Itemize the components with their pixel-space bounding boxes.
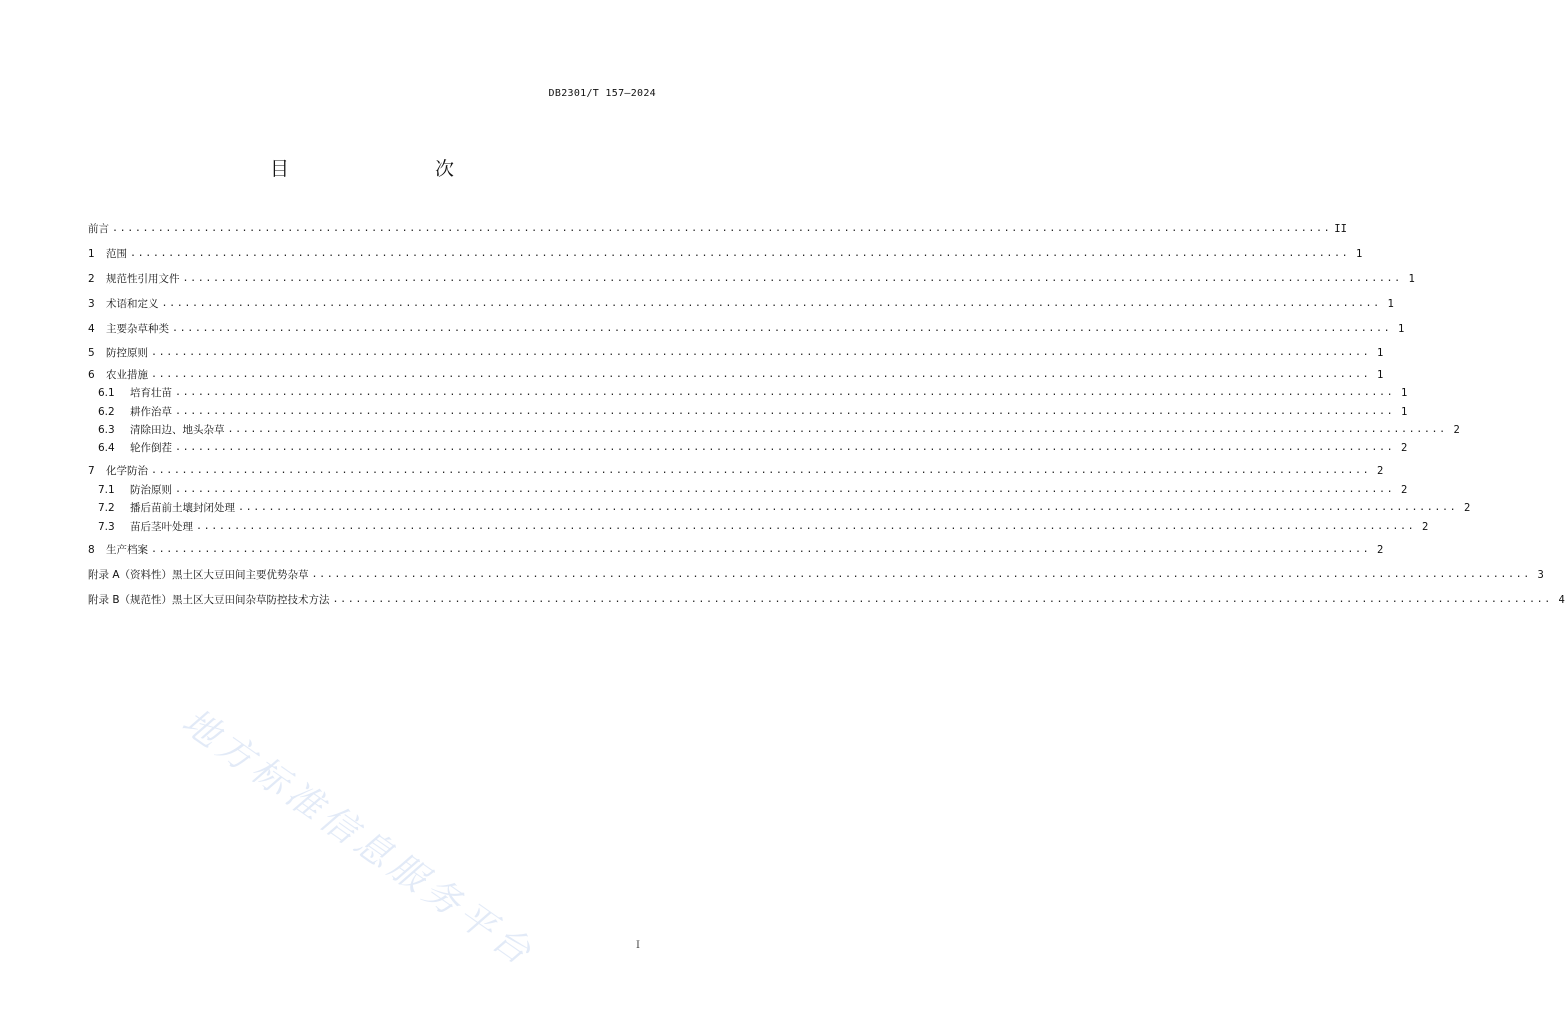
toc-entry[interactable] (98, 439, 1408, 455)
toc-entry-label: 规范性引用文件 (106, 273, 180, 285)
toc-entry-label: 范围 (106, 248, 127, 260)
toc-entry-number: 1 (88, 248, 95, 260)
toc-entry-page: 2 (1376, 544, 1384, 556)
toc-leader-dots: ................................................................................................................................................................ (175, 442, 1395, 453)
toc-entry-page: 3 (1537, 569, 1544, 581)
toc-leader-dots: ................................................................................................................................................................ (172, 323, 1392, 334)
toc-entry-label: 耕作治草 (130, 406, 172, 418)
toc-entry-label: 主要杂草种类 (106, 323, 169, 335)
toc-entry-label: 轮作倒茬 (130, 442, 172, 454)
toc-entry[interactable] (88, 245, 1363, 261)
toc-entry[interactable] (98, 499, 1471, 515)
toc-entry-number: 7 (88, 465, 95, 477)
toc-entry-label: 防控原则 (106, 347, 148, 359)
toc-entry-page: 1 (1408, 273, 1415, 285)
toc-entry-number: 6.1 (98, 387, 115, 399)
toc-leader-dots: ................................................................................................................................................................ (151, 369, 1371, 380)
toc-entry[interactable] (88, 541, 1384, 557)
toc-entry[interactable] (88, 295, 1394, 311)
toc-entry-label: 培育壮苗 (130, 387, 172, 399)
page-number: I (636, 940, 640, 951)
toc-entry-number: 3 (88, 298, 95, 310)
toc-entry-label: 前言 (88, 223, 109, 235)
toc-leader-dots: ................................................................................................................................................................ (151, 347, 1371, 358)
toc-entry-page: 1 (1400, 406, 1408, 418)
toc-leader-dots: ................................................................................................................................................................ (311, 569, 1531, 580)
toc-entry-page: 1 (1376, 369, 1384, 381)
toc-entry-number: 6.4 (98, 442, 115, 454)
toc-entry-label: 农业措施 (106, 369, 148, 381)
toc-entry-label: 生产档案 (106, 544, 148, 556)
toc-entry[interactable] (88, 462, 1384, 478)
toc-entry-page: 1 (1397, 323, 1405, 335)
toc-entry-page: 2 (1453, 424, 1460, 436)
watermark: 地方标准信息服务平台 (174, 701, 543, 976)
toc-entry[interactable] (88, 366, 1384, 382)
toc-entry-page: 2 (1376, 465, 1384, 477)
toc-entry[interactable] (88, 270, 1415, 286)
toc-entry-label: 苗后茎叶处理 (130, 521, 193, 533)
toc-entry[interactable] (88, 344, 1384, 360)
toc-entry-page: 2 (1400, 442, 1408, 454)
toc-entry[interactable] (88, 320, 1405, 336)
toc-entry[interactable] (98, 481, 1408, 497)
toc-leader-dots: ................................................................................................................................................................ (175, 406, 1395, 417)
toc-leader-dots: ................................................................................................................................................................ (332, 594, 1552, 605)
toc-entry-number: 6 (88, 369, 95, 381)
toc-entry-number: 8 (88, 544, 95, 556)
toc-leader-dots: ................................................................................................................................................................ (151, 465, 1371, 476)
toc-leader-dots: ................................................................................................................................................................ (151, 544, 1371, 555)
toc-leader-dots: ................................................................................................................................................................ (175, 484, 1395, 495)
toc-entry[interactable] (98, 518, 1429, 534)
toc-entry-label: 术语和定义 (106, 298, 159, 310)
toc-entry-number: 6.3 (98, 424, 115, 436)
toc-entry-number: 7.3 (98, 521, 115, 533)
page-title: 目 次 (269, 158, 490, 180)
toc-entry-number: 7.1 (98, 484, 115, 496)
toc-entry-page: II (1334, 223, 1347, 235)
toc-leader-dots: ................................................................................................................................................................ (175, 387, 1395, 398)
toc-leader-dots: ................................................................................................................................................................ (238, 502, 1458, 513)
toc-entry[interactable] (88, 566, 1544, 582)
toc-entry[interactable] (98, 421, 1460, 437)
toc-entry-number: 6.2 (98, 406, 115, 418)
toc-entry-page: 1 (1355, 248, 1363, 260)
toc-entry-page: 1 (1400, 387, 1408, 399)
toc-entry-label: 附录 B（规范性）黑土区大豆田间杂草防控技术方法 (88, 594, 330, 606)
toc-entry-number: 2 (88, 273, 95, 285)
toc-entry-label: 清除田边、地头杂草 (130, 424, 225, 436)
toc-entry-page: 2 (1421, 521, 1429, 533)
toc-entry[interactable] (88, 591, 1565, 607)
toc-entry-page: 2 (1400, 484, 1408, 496)
toc-leader-dots: ................................................................................................................................................................ (196, 521, 1416, 532)
document-code: DB2301/T 157—2024 (548, 88, 656, 99)
toc-entry-number: 5 (88, 347, 95, 359)
toc-entry-page: 4 (1558, 594, 1565, 606)
toc-leader-dots: ................................................................................................................................................................ (130, 248, 1350, 259)
toc-entry-number: 7.2 (98, 502, 115, 514)
toc-entry[interactable] (98, 384, 1408, 400)
toc-entry-number: 4 (88, 323, 95, 335)
toc-entry[interactable] (88, 220, 1347, 236)
toc-entry-label: 化学防治 (106, 465, 148, 477)
toc-leader-dots: ................................................................................................................................................................ (112, 223, 1332, 234)
toc-leader-dots: ................................................................................................................................................................ (161, 298, 1381, 309)
toc-entry-page: 2 (1463, 502, 1471, 514)
toc-entry-page: 1 (1387, 298, 1394, 310)
toc-entry-label: 防治原则 (130, 484, 172, 496)
toc-entry-label: 播后苗前土壤封闭处理 (130, 502, 235, 514)
toc-entry-label: 附录 A（资料性）黑土区大豆田间主要优势杂草 (88, 569, 309, 581)
toc-leader-dots: ................................................................................................................................................................ (227, 424, 1447, 435)
toc-entry[interactable] (98, 403, 1408, 419)
toc-entry-page: 1 (1376, 347, 1384, 359)
toc-leader-dots: ................................................................................................................................................................ (182, 273, 1402, 284)
